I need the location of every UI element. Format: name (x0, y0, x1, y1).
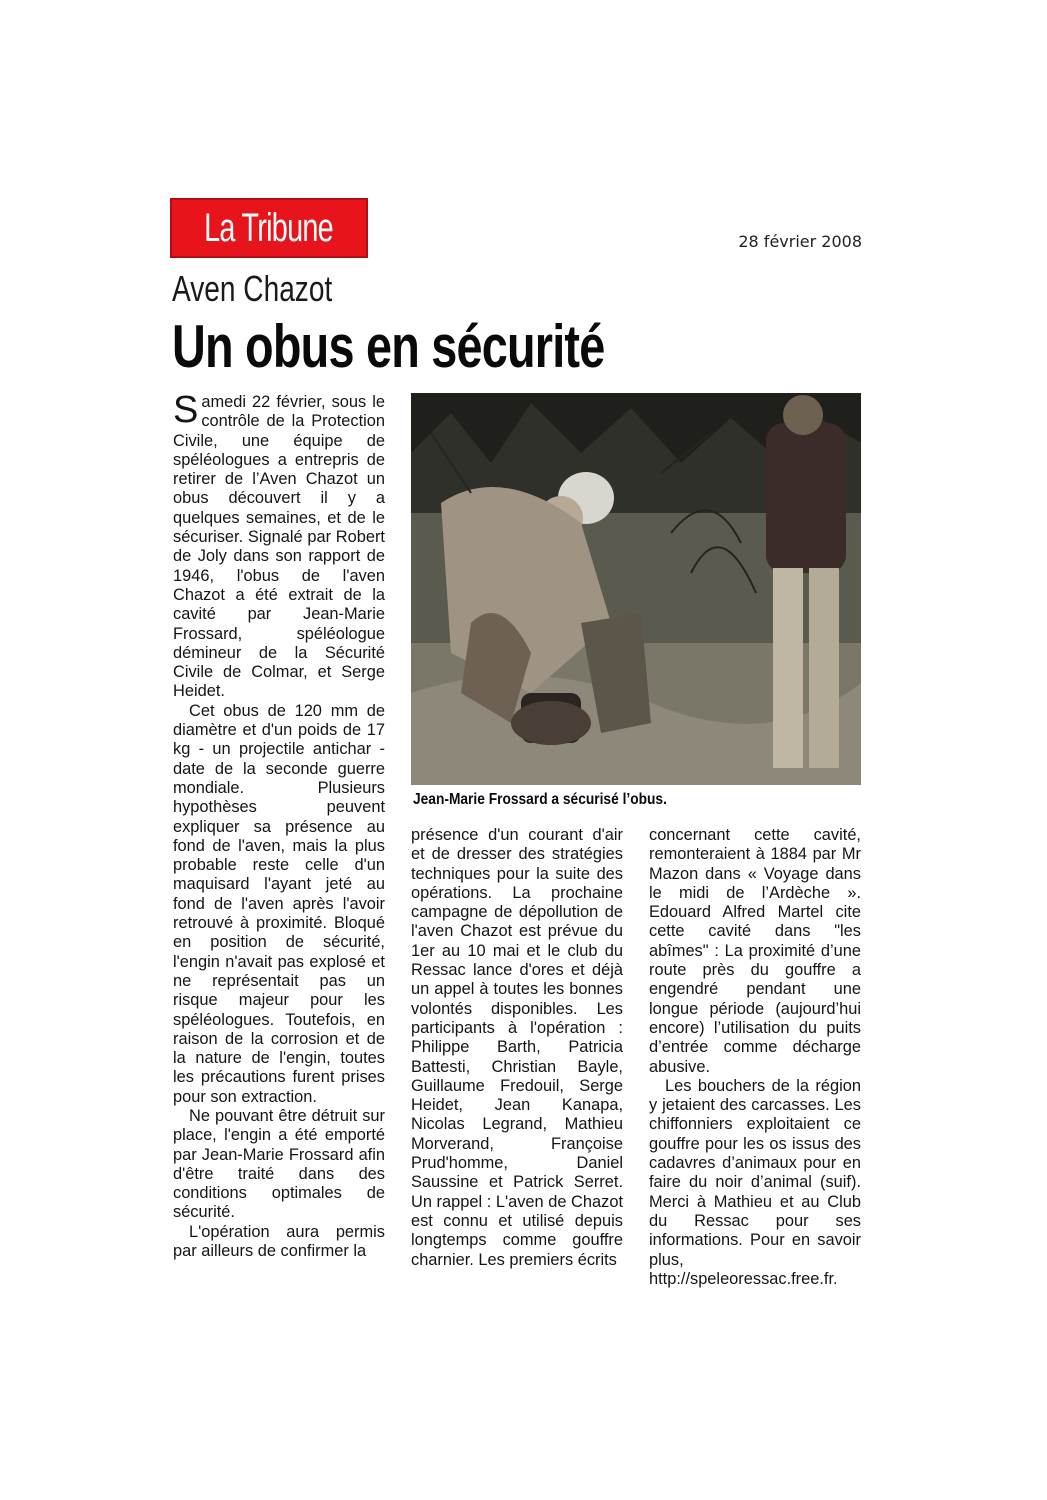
photo-illustration (411, 393, 861, 785)
article-kicker: Aven Chazot (172, 268, 333, 309)
paragraph: Ne pouvant être détruit sur place, l'engin a été emporté par Jean-Marie Frossard afin d'être traité dans des conditions optimales de sécurité. (173, 1106, 385, 1222)
logo-text: La Tribune (204, 206, 334, 250)
paragraph: L'opération aura permis par ailleurs de confirmer la (173, 1222, 385, 1261)
article-column-1 (173, 389, 385, 1261)
article-photo (411, 393, 861, 785)
paragraph: Samedi 22 février, sous le contrôle de la Protection Civile, une équipe de spéléologues a entrepris de retirer de l’Aven Chazot un obus découvert il y a quelques semaines, et de le sécuriser. Signalé par Robert de Joly dans son rapport de 1946, l'obus de l'aven Chazot a été extrait de la cavité par Jean-Marie Frossard, spéléologue démineur de la Sécurité Civile de Colmar, et Serge Heidet. (173, 389, 385, 701)
publication-date: 28 février 2008 (738, 232, 862, 251)
paragraph: Les bouchers de la région y jetaient des carcasses. Les chiffonniers exploitaient ce gouffre pour les os issus des cadavres d’animaux pour en faire du noir d’animal (suif). Merci à Mathieu et au Club du Ressac pour ses informations. Pour en savoir plus, http://speleoressac.free.fr. (649, 1076, 861, 1288)
article-column-3 (649, 826, 861, 1289)
paragraph: concernant cette cavité, remonteraient à 1884 par Mr Mazon dans « Voyage dans le midi de l’Ardèche ». Edouard Alfred Martel cite cette cavité dans "les abîmes" : La proximité d’une route près du gouffre a engendré pendant une longue période (aujourd’hui encore) l’utilisation du puits d’entrée comme décharge abusive. (649, 826, 861, 1076)
article-headline: Un obus en sécurité (172, 313, 605, 380)
paragraph: présence d'un courant d'air et de dresser des stratégies techniques pour la suite des opérations. La prochaine campagne de dépollution de l'aven Chazot est prévue du 1er au 10 mai et le club du Ressac lance d'ores et déjà un appel à toutes les bonnes volontés disponibles. Les participants à l'opération : Philippe Barth, Patricia Battesti, Christian Bayle, Guillaume Fredouil, Serge Heidet, Jean Kanapa, Nicolas Legrand, Mathieu Morverand, Françoise Prud'homme, Daniel Saussine et Patrick Serret. Un rappel : L'aven de Chazot est connu et utilisé depuis longtemps comme gouffre charnier. Les premiers écrits (411, 826, 623, 1269)
drop-cap: S (173, 389, 199, 431)
newspaper-logo (170, 198, 368, 258)
paragraph: Cet obus de 120 mm de diamètre et d'un poids de 17 kg - un projectile antichar - date de la seconde guerre mondiale. Plusieurs hypothèses peuvent expliquer sa présence au fond de l'aven, mais la plus probable reste celle d'un maquisard l'ayant jeté au fond de l'aven après l'avoir retrouvé à proximité. Bloqué en position de sécurité, l'engin n'avait pas explosé et ne représentait pas un risque majeur pour les spéléologues. Toutefois, en raison de la corrosion et de la nature de l'engin, toutes les précautions furent prises pour son extraction. (173, 701, 385, 1106)
photo-caption: Jean-Marie Frossard a sécurisé l’obus. (413, 791, 667, 808)
article-column-2 (411, 826, 623, 1270)
